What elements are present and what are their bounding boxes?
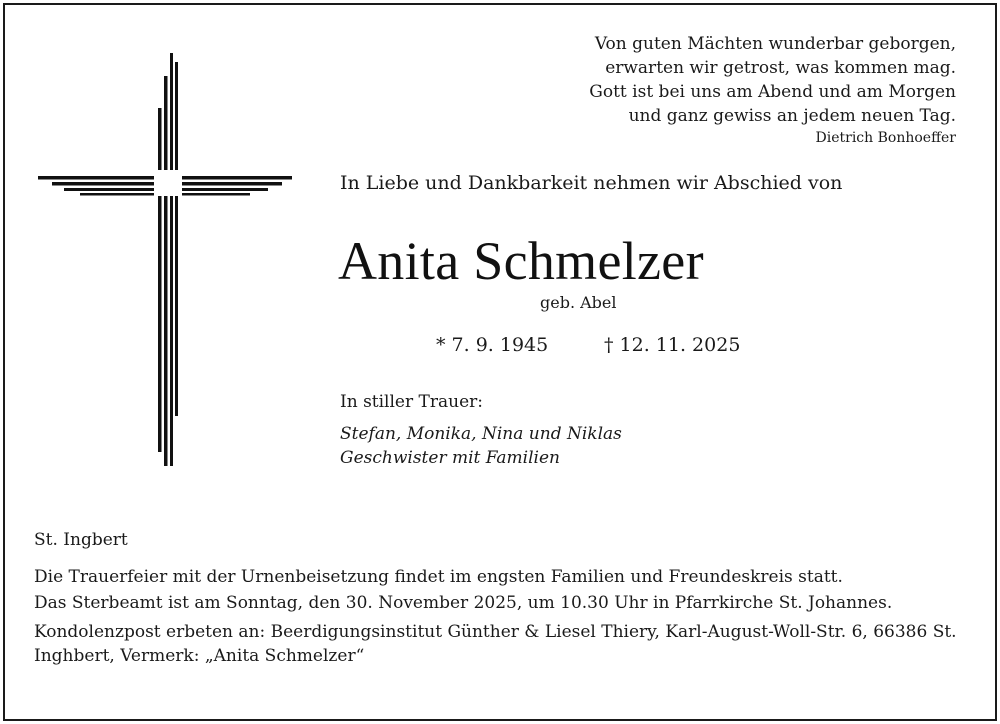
- maiden-name: geb. Abel: [540, 293, 617, 312]
- bonhoeffer-quote: [396, 32, 956, 148]
- ceremony-text: Die Trauerfeier mit der Urnenbeisetzung findet im engsten Familien und Freundeskreis statt.: [34, 567, 843, 587]
- mourners-list: [340, 422, 622, 470]
- deceased-name: Anita Schmelzer: [338, 231, 704, 291]
- quote-line: Von guten Mächten wunderbar geborgen,: [594, 34, 956, 54]
- funeral-info: [34, 564, 964, 668]
- quote-line: und ganz gewiss an jedem neuen Tag.: [628, 106, 956, 126]
- birth-date: * 7. 9. 1945: [436, 334, 549, 356]
- cross-icon: [34, 48, 296, 472]
- condolence-text: Kondolenzpost erbeten an: Beerdigungsinstitut Günther & Liesel Thiery, Karl-August-Woll-Str. 6, 66386 St. Inghbert, Vermerk: „Anita Schmelzer“: [34, 622, 957, 666]
- mourner-line: Geschwister mit Familien: [340, 448, 560, 468]
- quote-line: Gott ist bei uns am Abend und am Morgen: [589, 82, 956, 102]
- mourner-line: Stefan, Monika, Nina und Niklas: [340, 424, 622, 444]
- place-name: St. Ingbert: [34, 530, 128, 550]
- quote-author: Dietrich Bonhoeffer: [815, 130, 956, 146]
- mourning-label: In stiller Trauer:: [340, 392, 483, 412]
- quote-line: erwarten wir getrost, was kommen mag.: [605, 58, 956, 78]
- death-date: † 12. 11. 2025: [604, 334, 741, 356]
- farewell-intro: In Liebe und Dankbarkeit nehmen wir Abschied von: [340, 172, 843, 194]
- mass-text: Das Sterbeamt ist am Sonntag, den 30. November 2025, um 10.30 Uhr in Pfarrkirche St. Johannes.: [34, 593, 893, 613]
